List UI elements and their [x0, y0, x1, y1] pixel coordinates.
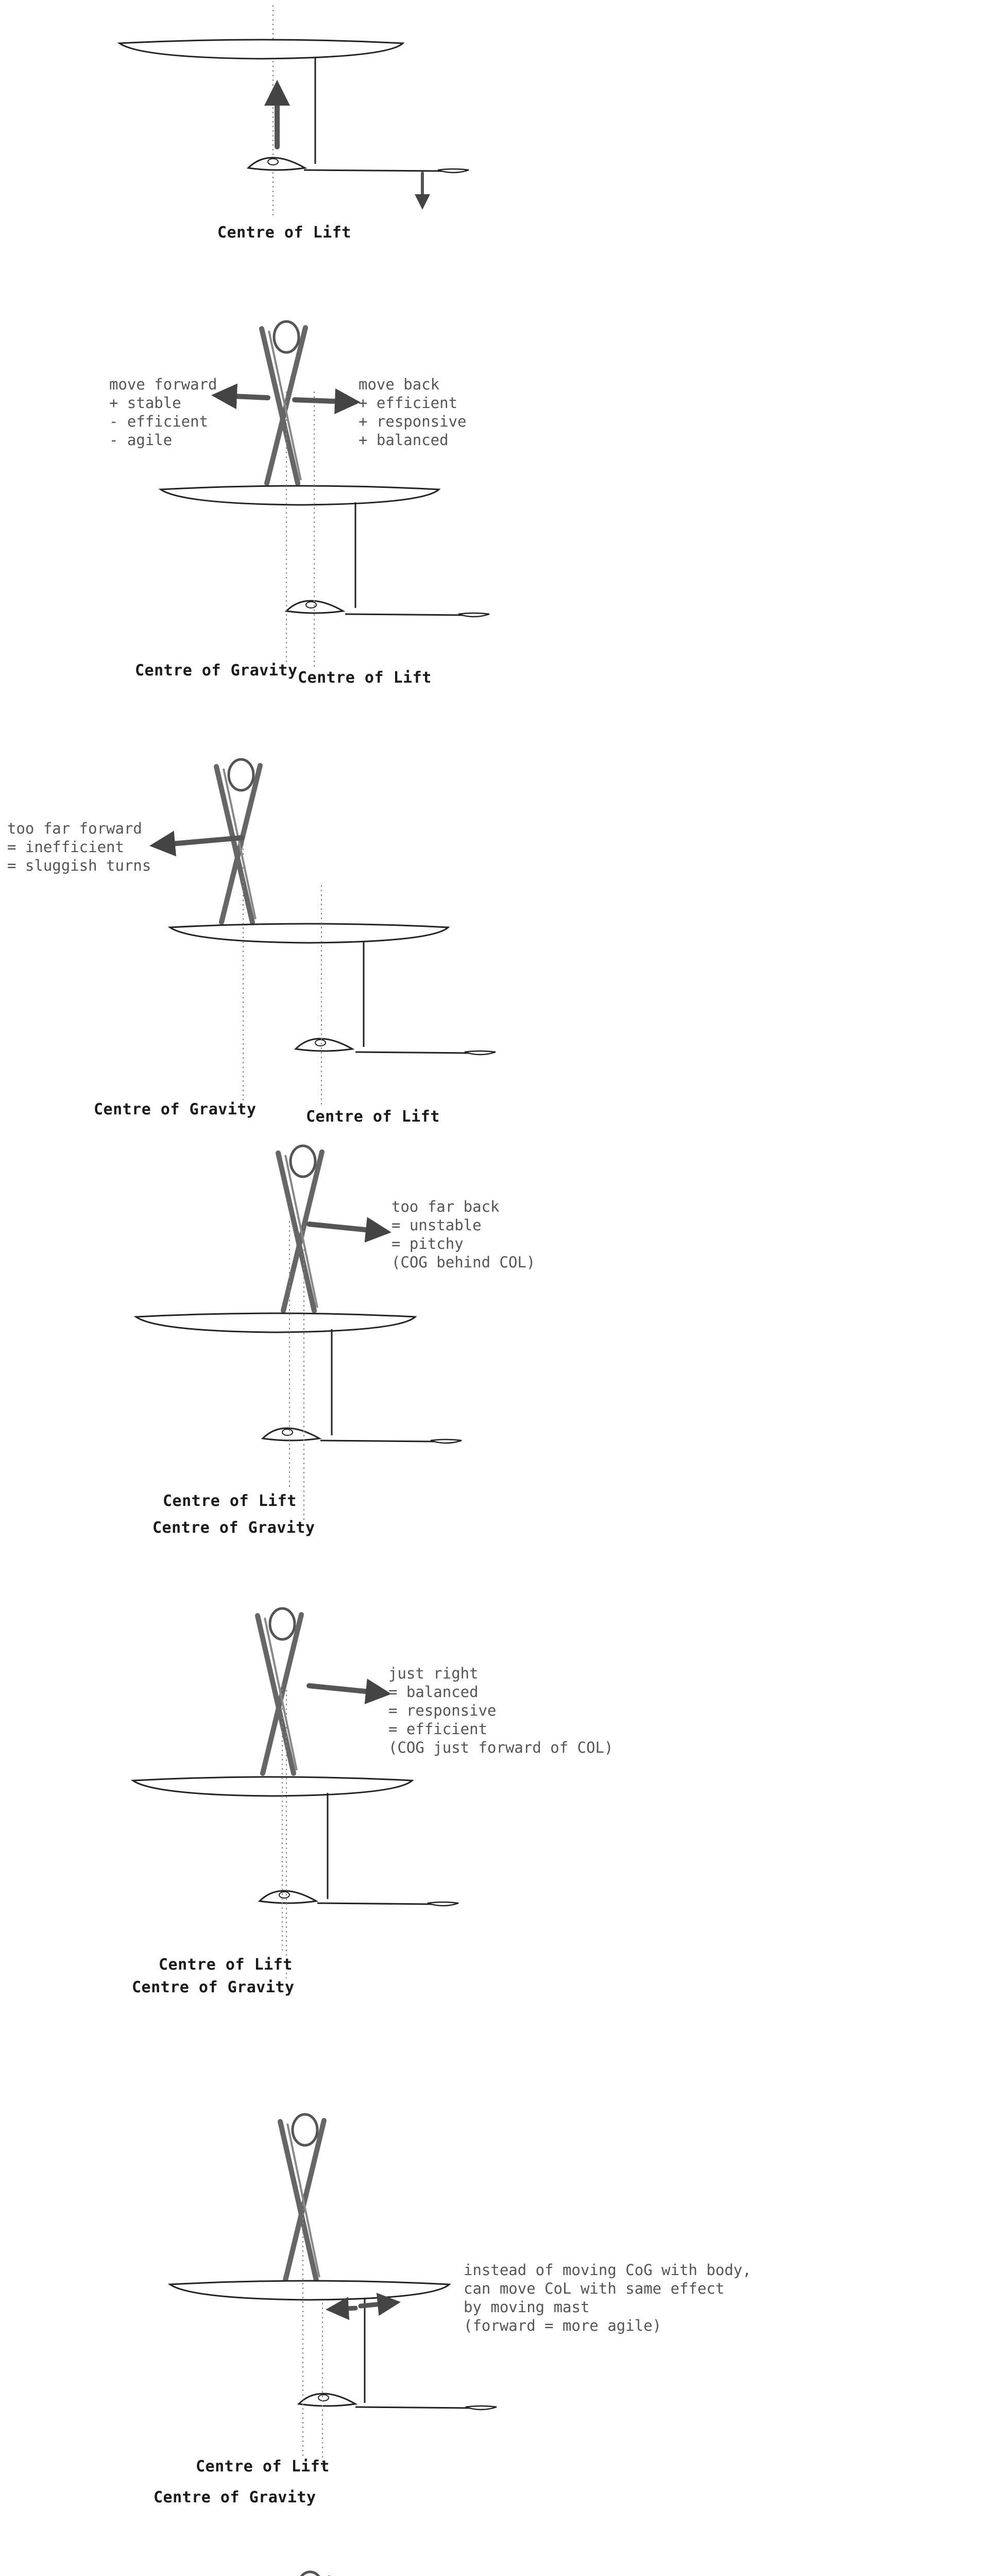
centre-of-lift-label: Centre of Lift: [217, 224, 351, 242]
fuselage-line: [355, 1052, 470, 1053]
board-shape: [120, 40, 403, 59]
centre-of-lift-label: Centre of Lift: [159, 1956, 293, 1974]
too-far-forward-arrow: [160, 838, 242, 845]
centre-of-gravity-label: Centre of Gravity: [132, 1978, 295, 1996]
mast-forward-arrow: [335, 2308, 355, 2309]
fuselage-line: [304, 170, 443, 171]
centre-of-gravity-label: Centre of Gravity: [154, 2488, 316, 2506]
centre-of-lift-label: Centre of Lift: [163, 1492, 297, 1510]
board-shape: [136, 1313, 415, 1332]
rider-limb: [258, 1616, 294, 1773]
fuselage-line: [345, 614, 464, 615]
rider-head: [229, 759, 253, 790]
stabiliser-shape: [431, 1439, 462, 1443]
mast-back-arrow: [361, 2303, 391, 2306]
rider-limb: [278, 1153, 314, 1311]
too-far-forward-note: too far forward = inefficient = sluggish turns: [7, 820, 151, 874]
board-shape: [170, 924, 448, 943]
too-far-back-arrow: [309, 1224, 381, 1231]
board-shape: [170, 2281, 449, 2300]
move-back-note: move back + efficient + responsive + balanced: [359, 376, 467, 449]
move-back-arrow: [295, 400, 350, 402]
stabiliser-shape: [428, 1902, 458, 1906]
fuselage-line: [320, 1440, 436, 1442]
centre-of-lift-label: Centre of Lift: [196, 2458, 330, 2476]
stabiliser-shape: [466, 2406, 497, 2410]
rider-head: [274, 321, 299, 352]
move-mast-note: instead of moving CoG with body, can move CoL with same effect by moving mast (forward = more agile): [464, 2261, 752, 2334]
centre-of-lift-label: Centre of Lift: [306, 1108, 440, 1126]
just-right-arrow: [309, 1686, 381, 1693]
centre-of-gravity-label: Centre of Gravity: [94, 1100, 257, 1118]
rider-limb: [280, 2122, 316, 2280]
rider-head: [298, 2572, 322, 2576]
stabiliser-shape: [458, 613, 489, 617]
board-shape: [161, 486, 439, 505]
fuselage-line: [317, 1903, 433, 1904]
rider-head: [291, 1146, 315, 1177]
stabiliser-shape: [438, 169, 469, 173]
centre-of-lift-label: Centre of Lift: [298, 669, 432, 687]
centre-of-gravity-label: Centre of Gravity: [152, 1519, 315, 1537]
fuselage-line: [355, 2407, 471, 2408]
rider-head: [293, 2114, 317, 2145]
centre-of-gravity-label: Centre of Gravity: [135, 662, 298, 680]
too-far-back-note: too far back = unstable = pitchy (COG behind COL): [391, 1198, 536, 1271]
just-right-note: just right = balanced = responsive = efficient (COG just forward of COL): [388, 1665, 613, 1756]
board-shape: [133, 1777, 412, 1796]
stabiliser-shape: [465, 1051, 496, 1055]
rider-head: [270, 1608, 295, 1639]
move-forward-note: move forward + stable - efficient - agile: [109, 376, 217, 449]
move-forward-arrow: [221, 396, 268, 398]
